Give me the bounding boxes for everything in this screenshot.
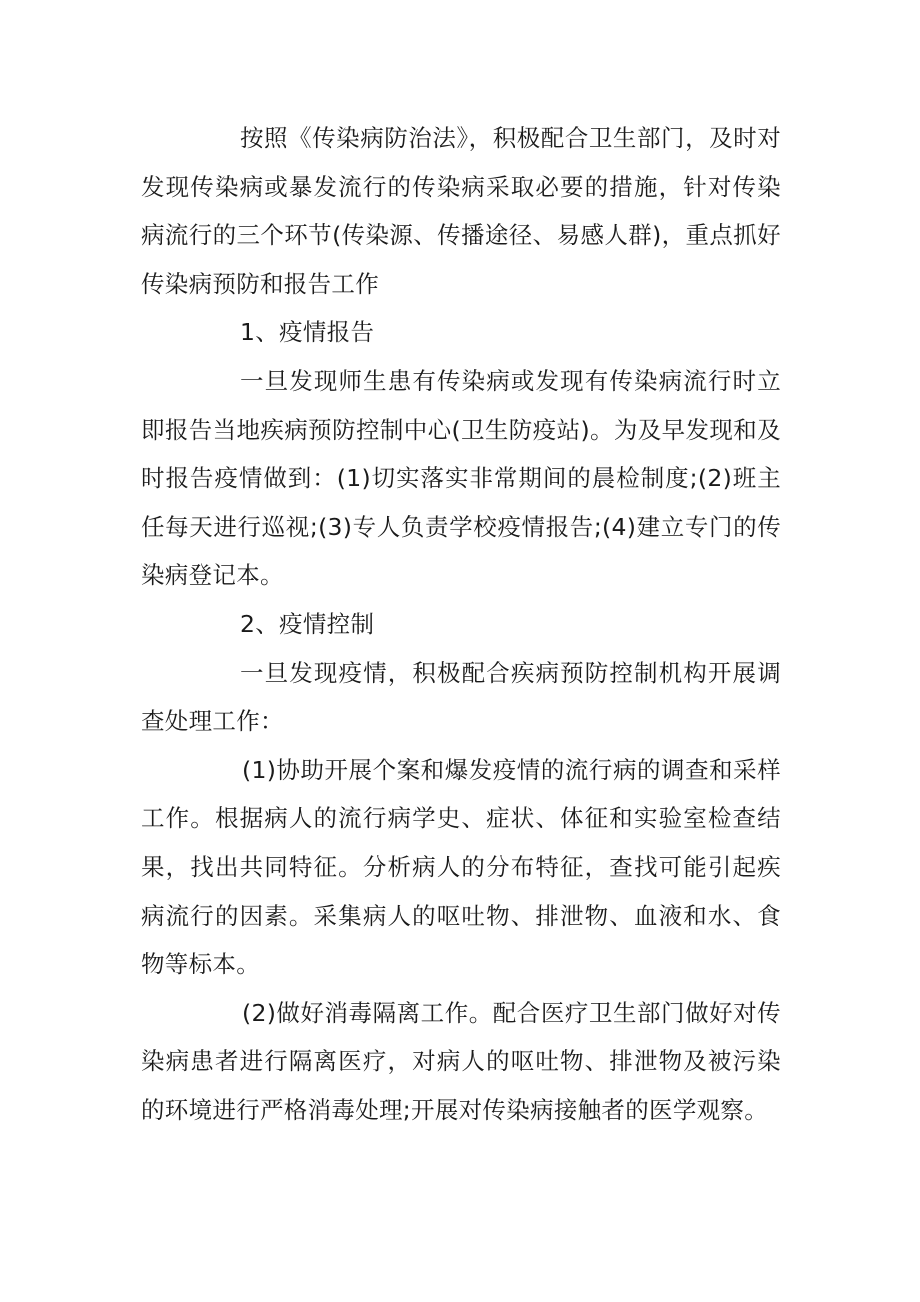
heading-epidemic-report: 1、疫情报告 [240, 318, 375, 347]
paragraph-intro: 按照《传染病防治法》，积极配合卫生部门，及时对发现传染病或暴发流行的传染病采取必要的措施，针对传染病流行的三个环节(传染源、传播途径、易感人群)，重点抓好传染病预防和报告工作 [141, 124, 781, 298]
paragraph-report-procedure: 一旦发现师生患有传染病或发现有传染病流行时立即报告当地疾病预防控制中心(卫生防疫站)。为及早发现和及时报告疫情做到：(1)切实落实非常期间的晨检制度;(2)班主任每天进行巡视;(3)专人负责学校疫情报告;(4)建立专门的传染病登记本。 [141, 366, 781, 590]
paragraph-disinfection: (2)做好消毒隔离工作。配合医疗卫生部门做好对传染病患者进行隔离医疗，对病人的呕吐物、排泄物及被污染的环境进行严格消毒处理;开展对传染病接触者的医学观察。 [141, 998, 781, 1124]
paragraph-investigation: (1)协助开展个案和爆发疫情的流行病的调查和采样工作。根据病人的流行病学史、症状、体征和实验室检查结果，找出共同特征。分析病人的分布特征，查找可能引起疾病流行的因素。采集病人的呕吐物、排泄物、血液和水、食物等标本。 [141, 755, 781, 979]
document-body [141, 114, 781, 1134]
paragraph-control-intro: 一旦发现疫情，积极配合疾病预防控制机构开展调查处理工作： [141, 658, 781, 736]
heading-epidemic-control: 2、疫情控制 [240, 609, 375, 638]
